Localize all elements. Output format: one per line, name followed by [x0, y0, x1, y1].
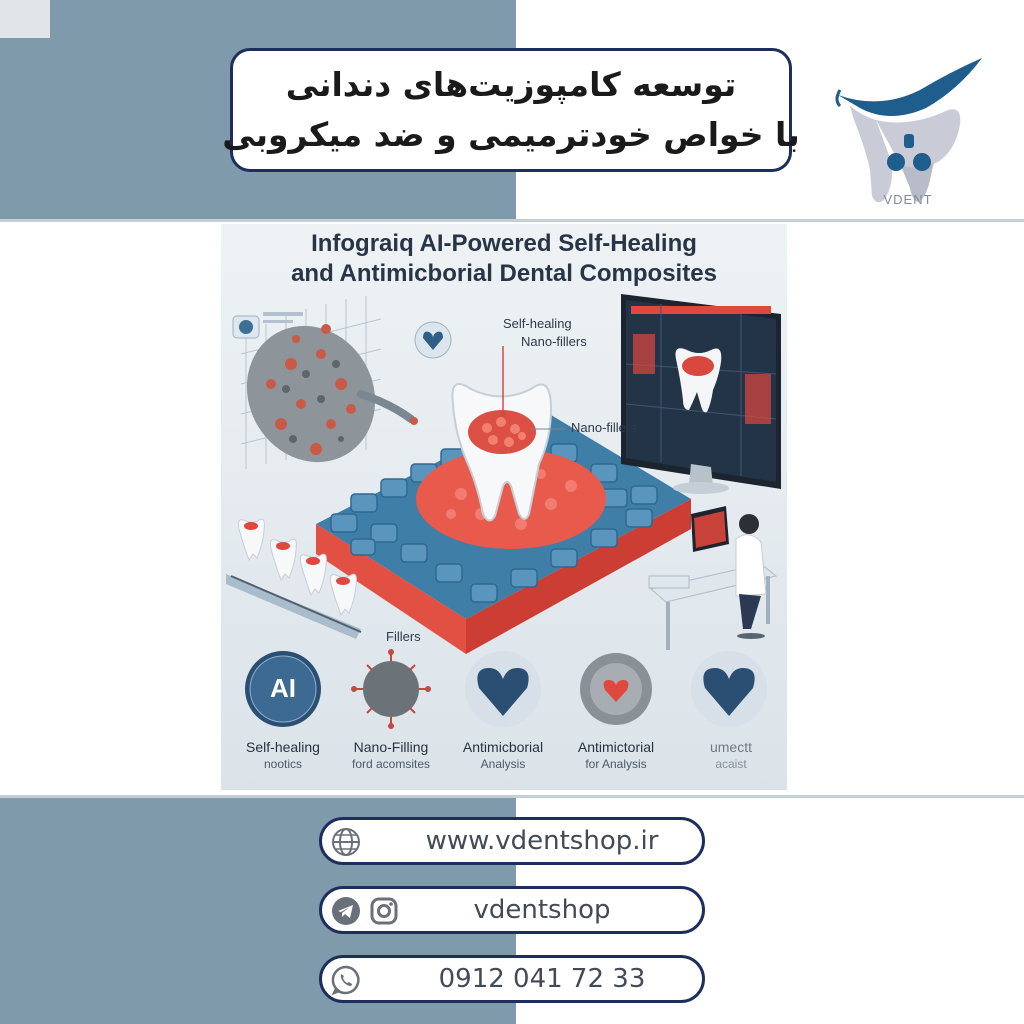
infographic-title-line-1: Infograiq AI-Powered Self-Healing	[311, 230, 697, 257]
tooth-logo-icon	[830, 50, 990, 210]
bottom-divider	[0, 795, 1024, 798]
infographic-title-line-2: and Antimicborial Dental Composites	[291, 260, 717, 287]
bottom-label-3-line2: Analysis	[480, 757, 526, 771]
bottom-label-2-line2: ford acomsites	[351, 757, 431, 771]
bottom-label-4-line1: Antimictorial	[577, 739, 655, 755]
title-box	[222, 48, 800, 172]
phone-link[interactable]	[319, 955, 705, 1003]
bottom-label-4-line2: for Analysis	[585, 757, 647, 771]
label-nano-fillers-top: Nano-fillers	[521, 334, 587, 349]
bottom-label-1-line2: nootics	[263, 757, 303, 771]
title-line-1: توسعه کامپوزیت‌های دندانی	[285, 65, 737, 104]
corner-square	[0, 0, 50, 38]
infographic	[221, 224, 787, 790]
bottom-label-5	[681, 739, 781, 773]
bottom-label-2-line1: Nano-Filling	[353, 739, 429, 755]
instagram-icon	[368, 895, 400, 927]
bottom-label-5-line1: umectt	[709, 739, 752, 755]
label-fillers: Fillers	[386, 629, 421, 644]
telegram-icon	[330, 895, 362, 927]
infographic-illustration	[221, 224, 787, 790]
bottom-label-4	[566, 739, 666, 773]
website-text: www.vdentshop.ir	[425, 826, 659, 856]
social-handle-text: vdentshop	[473, 895, 611, 925]
bottom-label-2	[341, 739, 441, 773]
label-nano-fillers-right: Nano-fillers	[571, 420, 637, 435]
bottom-label-1-line1: Self-healing	[246, 739, 320, 755]
social-link[interactable]	[319, 886, 705, 934]
website-link[interactable]	[319, 817, 705, 865]
logo-text: VDENT	[883, 192, 933, 207]
bottom-label-5-line2: acaist	[715, 757, 747, 771]
bottom-label-1	[233, 739, 333, 773]
label-self-healing: Self-healing	[503, 316, 572, 331]
phone-number-text: 0912 041 72 33	[438, 964, 646, 994]
title-line-2: با خواص خودترمیمی و ضد میکروبی	[222, 115, 800, 154]
bottom-label-3	[453, 739, 553, 773]
globe-icon	[330, 826, 362, 858]
ai-icon: AI	[270, 673, 296, 703]
whatsapp-icon	[330, 964, 362, 996]
top-divider	[0, 219, 1024, 222]
bottom-label-3-line1: Antimicborial	[462, 739, 544, 755]
